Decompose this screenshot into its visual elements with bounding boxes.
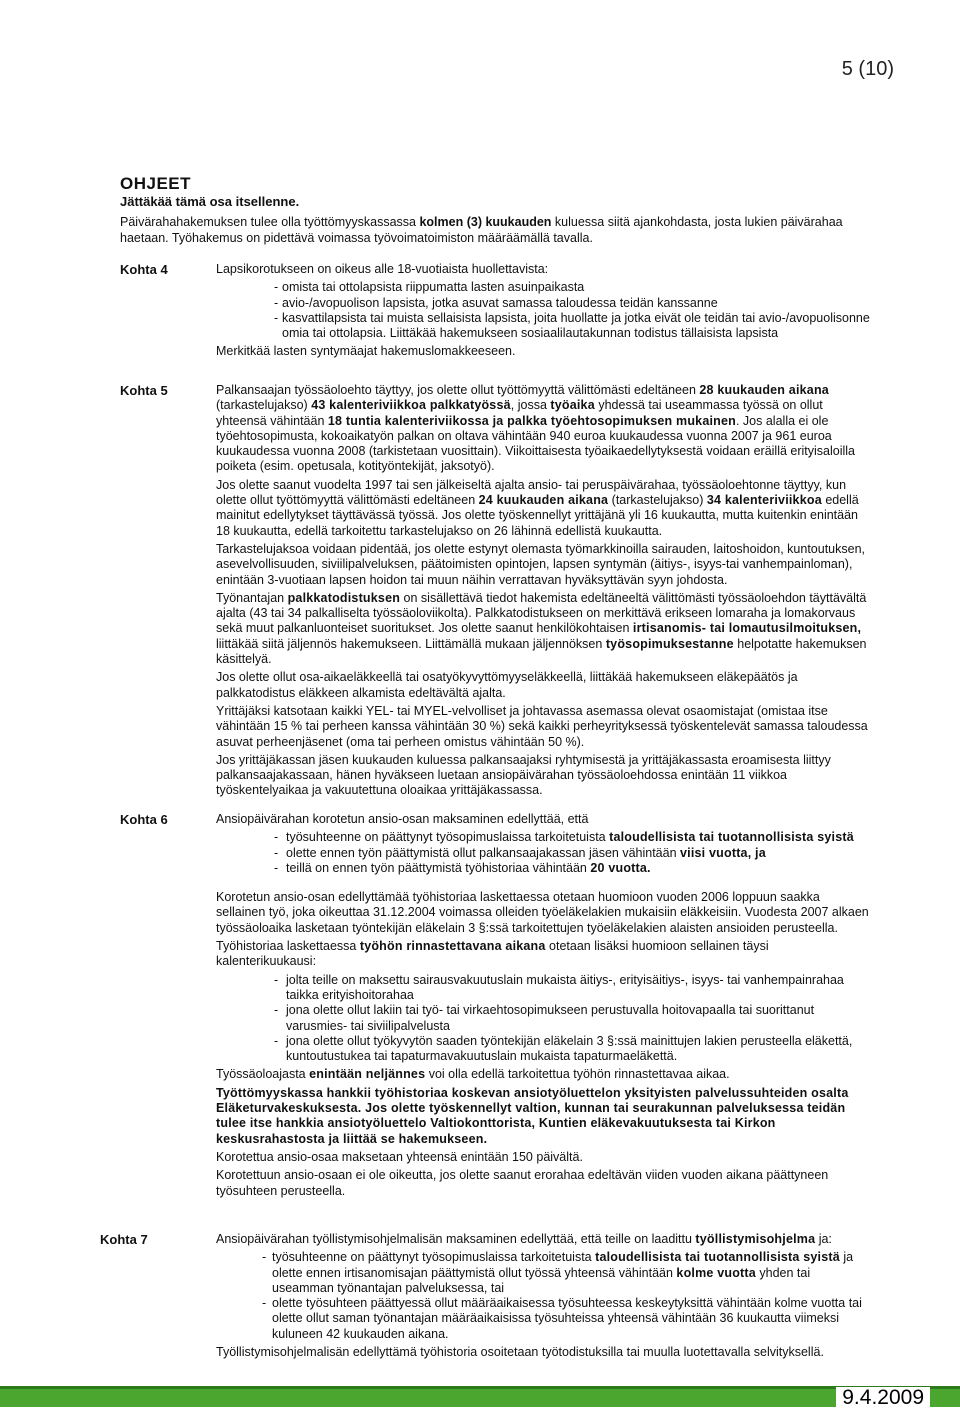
- paragraph: Lapsikorotukseen on oikeus alle 18-vuotiaista huollettavista:: [216, 262, 549, 276]
- page-title: OHJEET: [120, 174, 192, 193]
- paragraph: [216, 1232, 872, 1247]
- emphasis: 18 tuntia kalenteriviikossa ja palkka työehtosopimuksen mukainen: [327, 413, 736, 428]
- text: Työhistoriaa laskettaessa: [216, 939, 360, 954]
- section-kohta-6: [216, 812, 872, 1202]
- paragraph: [216, 383, 872, 475]
- section-label-kohta-6: Kohta 6: [120, 812, 168, 827]
- text: Työnantajan: [216, 590, 288, 605]
- bullet-list: [216, 280, 872, 341]
- paragraph: [216, 939, 872, 970]
- text: yhdessä tai useammassa työssä on ollut yhteensä vähintään: [216, 398, 823, 428]
- paragraph: Jos yrittäjäkassan jäsen kuukauden kuluessa palkansaajaksi ryhtymisestä ja yrittäjäkassasta eroamisesta liittyy palkansaajakassaan, hänen hyväkseen luetaan ansiopäivärahan työssäoloehdossa enintään 11 viikkoa työskentelyaikaa ja vakuutettuna oloaikaa yrittäjäkassassa.: [216, 752, 831, 798]
- intro-text: Päivärahahakemuksen tulee olla työttömyyskassassa: [120, 215, 420, 229]
- emphasis: kolme vuotta: [676, 1265, 756, 1280]
- paragraph: Jos olette ollut osa-aikaeläkkeellä tai osatyökyvyttömyyseläkkeellä, liittäkää hakemukseen eläkepäätös ja palkkatodistus eläkkeen alkamista edeltävältä ajalta.: [216, 670, 798, 700]
- section-label-kohta-5: Kohta 5: [120, 383, 168, 398]
- paragraph: Työllistymisohjelmalisän edellyttämä työhistoria osoitetaan työtodistuksilla tai muulla luotettavalla selvityksellä.: [216, 1345, 824, 1360]
- instructions-heading: [120, 174, 299, 209]
- emphasis: 24 kuukauden aikana: [478, 493, 609, 508]
- text: työsuhteenne on päättynyt työsopimuslaissa tarkoitetuista: [286, 830, 610, 845]
- list-item: - jolta teille on maksettu sairausvakuutuslain mukaista äitiys-, erityisäitiys-, isyys- tai vanhempainrahaa taikka erityishoitorahaa: [216, 973, 872, 1004]
- footer-bar: [0, 1386, 960, 1407]
- emphasis: työsopimuksestanne: [605, 636, 734, 651]
- text: Palkansaajan työssäoloehto täyttyy, jos olette ollut työttömyyttä välittömästi edeltäneen: [216, 383, 700, 397]
- text: (tarkastelujakso): [216, 398, 312, 413]
- text: teillä on ennen työn päättymistä työhistoriaa vähintään: [286, 860, 591, 875]
- text: , jossa: [510, 398, 551, 413]
- paragraph: [216, 1067, 872, 1082]
- list-item: [216, 846, 872, 861]
- text: ja:: [815, 1232, 832, 1246]
- emphasis: taloudellisista tai tuotannollisista syistä: [609, 830, 854, 845]
- paragraph: Yrittäjäksi katsotaan kaikki YEL- tai MYEL-velvolliset ja johtavassa asemassa olevat osaomistajat (omistaa itse vähintään 15 % tai perheen kanssa vähintään 30 %) sekä kaikki perheyrityksessä työskentelevät samassa taloudessa asuvat perheenjäsenet (oma tai perheen omistus vähintään 50 %).: [216, 703, 868, 749]
- text: liittäkää siitä jäljennös hakemukseen. Liittämällä mukaan jäljennöksen: [216, 636, 606, 651]
- list-item: - kasvattilapsista tai muista sellaisista lapsista, joita huollatte ja jotka eivät ole teidän tai avio-/avopuolisonne omia tai ottolapsia. Liittäkää hakemukseen sosiaalilautakunnan todistus tällaisista lapsista: [216, 311, 872, 342]
- text: (tarkastelujakso): [608, 493, 707, 508]
- text: ja olette ennen irtisanomisajan päättymistä ollut työssä yhteensä vähintään: [272, 1250, 854, 1280]
- emphasis: enintään neljännes: [309, 1067, 426, 1082]
- emphasis: palkkatodistuksen: [287, 590, 401, 605]
- footer-date: 9.4.2009: [836, 1387, 930, 1409]
- bullet-list: [216, 830, 872, 876]
- emphasis: 34 kalenteriviikkoa: [706, 493, 822, 508]
- text: olette ennen työn päättymistä ollut palkansaajakassan jäsen vähintään: [286, 845, 681, 860]
- emphasis: taloudellisista tai tuotannollisista syistä: [595, 1250, 840, 1265]
- text: voi olla edellä tarkoitettua työhön rinnastettavaa aikaa.: [425, 1067, 730, 1082]
- text: helpotatte hakemuksen käsittelyä.: [216, 636, 867, 667]
- paragraph: Tarkastelujaksoa voidaan pidentää, jos olette estynyt olemasta työmarkkinoilla sairauden, laitoshoidon, kuntoutuksen, asevelvollisuuden, siviilipalveluksen, päätoimisten opintojen, lapsen syntymän (äitiys-, isyys-tai vanhempainloman), enintään 3-vuotiaan lapsen hoidon tai muun näihin verrattavan hyväksyttävän syyn johdosta.: [216, 541, 865, 587]
- emphasis: irtisanomis- tai lomautusilmoituksen,: [632, 621, 862, 636]
- text: on sisällettävä tiedot hakemista edeltäneeltä välittömästi työssäoloehdon täyttävältä ajalta (43 tai 34 palkalliselta työssäoloviikolta). Palkkatodistukseen on merkittävä erikseen lomaraha ja lomakorvaus sekä muut palkanluonteiset suoritukset. Jos olette saanut henkilökohtaisen: [216, 590, 867, 636]
- paragraph: Korotettuun ansio-osaan ei ole oikeutta, jos olette saanut erorahaa edeltävän viiden vuoden aikana päättyneen työsuhteen perusteella.: [216, 1168, 829, 1198]
- text: Ansiopäivärahan työllistymisohjelmalisän maksaminen edellyttää, että teille on laadittu: [216, 1232, 696, 1246]
- paragraph: [216, 478, 872, 539]
- list-item: - omista tai ottolapsista riippumatta lasten asuinpaikasta: [216, 280, 872, 295]
- text: Työssäoloajasta: [216, 1067, 310, 1082]
- section-kohta-4: [216, 262, 872, 363]
- page-number: 5 (10): [841, 58, 894, 80]
- text: Jos olette saanut vuodelta 1997 tai sen jälkeiseltä ajalta ansio- tai peruspäivärahaa, työssäoloehtonne täyttyy, kun olette ollut työttömyyttä välittömästi edeltäneen: [216, 477, 847, 508]
- intro-paragraph: [120, 214, 860, 246]
- paragraph: Ansiopäivärahan korotetun ansio-osan maksaminen edellyttää, että: [216, 812, 589, 826]
- emphasis: työaika: [550, 398, 595, 413]
- list-item: [206, 1250, 872, 1296]
- section-label-kohta-7: Kohta 7: [100, 1232, 148, 1247]
- emphasis: 20 vuotta.: [590, 860, 651, 875]
- paragraph: [216, 591, 872, 667]
- emphasis: 28 kuukauden aikana: [699, 383, 829, 397]
- paragraph: Korotetun ansio-osan edellyttämää työhistoriaa laskettaessa otetaan huomioon vuoden 2006 loppuun saakka sellainen työ, joka oikeuttaa 31.12.2004 voimassa olleiden työeläkelakien mukaisiin eläkkeisiin. Vuodesta 2007 alkaen työssäoloaika lasketaan työntekijän eläkelain 3 §:ssä tarkoitettujen työeläkelakien alaisten ansioiden perusteella.: [216, 890, 869, 935]
- list-item: - avio-/avopuolison lapsista, jotka asuvat samassa taloudessa teidän kanssanne: [216, 296, 872, 311]
- bold-paragraph: Työttömyyskassa hankkii työhistoriaa koskevan ansiotyöluettelon yksityisten palvelussuhteiden osalta Eläketurvakeskuksesta. Jos olette työskennellyt valtion, kunnan tai seurakunnan palveluksessa teidän tulee itse hankkia ansiotyöluettelo Valtiokonttorista, Kuntien eläkevakuutuksesta tai Kirkon keskusrahastosta ja liittää se hakemukseen.: [216, 1085, 849, 1146]
- intro-text: kuluessa siitä ajankohdasta, josta lukien päivärahaa haetaan. Työhakemus on pidettävä voimassa työvoimatoimiston määräämällä tavalla.: [120, 215, 843, 245]
- bullet-list: [216, 973, 872, 1065]
- list-item: [216, 861, 872, 876]
- section-kohta-5: [216, 383, 872, 802]
- section-label-kohta-4: Kohta 4: [120, 262, 168, 277]
- page-subtitle: Jättäkää tämä osa itsellenne.: [120, 194, 300, 209]
- paragraph: Merkitkää lasten syntymäajat hakemuslomakkeeseen.: [216, 344, 516, 359]
- text: . Jos alalla ei ole työehtosopimusta, kokoaikatyön palkan on oltava vähintään 940 euroa kuukaudessa vuonna 2007 ja 961 euroa kuukaudessa vuonna 2008 (tarkistetaan vuosittain). Viikoittaisesta työaikaedellytyksestä voidaan eräillä erityisaloilla poiketa (esim. opetusala, kotityöntekijät, jaksotyö).: [216, 413, 856, 474]
- list-item: - jona olette ollut lakiin tai työ- tai virkaehtosopimukseen perustuvalla hoitovapaalla tai suorittanut varusmies- tai siviilipalvelusta: [216, 1003, 872, 1034]
- intro-emphasis: kolmen (3) kuukauden: [419, 215, 552, 229]
- emphasis: 43 kalenteriviikkoa palkkatyössä: [311, 398, 511, 413]
- section-kohta-7: [216, 1232, 872, 1363]
- emphasis: työllistymisohjelma: [695, 1232, 816, 1246]
- list-item: [216, 830, 872, 845]
- emphasis: viisi vuotta, ja: [680, 845, 766, 860]
- bullet-list: [206, 1250, 872, 1342]
- text: yhden tai useamman työnantajan palveluksessa, tai: [272, 1265, 811, 1295]
- emphasis: työhön rinnastettavana aikana: [359, 939, 546, 954]
- list-item: - olette työsuhteen päättyessä ollut määräaikaisessa työsuhteessa keskeytyksittä vähintään kolme vuotta tai olette ollut saman työnantajan määräaikaisissa työsuhteissa yhteensä vähintään 36 kuukautta viimeksi kuluneen 42 kuukauden aikana.: [206, 1296, 872, 1342]
- list-item: - jona olette ollut työkyvytön saaden työntekijän eläkelain 3 §:ssä mainittujen lakien perusteella eläkettä, kuntoutustukea tai tapaturmavakuutuslain mukaista tapaturmaeläkettä.: [216, 1034, 872, 1065]
- text: otetaan lisäksi huomioon sellainen täysi kalenterikuukausi:: [216, 939, 769, 969]
- text: edellä mainitut edellytykset täyttävässä työssä. Jos olette työskennellyt yrittäjänä yli 16 kuukautta, mutta kuitenkin enintään 18 kuukautta, edellä tarkoitettu tarkastelujakso on 26 lähinnä edellistä kuukautta.: [216, 493, 859, 538]
- paragraph: Korotettua ansio-osaa maksetaan yhteensä enintään 150 päivältä.: [216, 1149, 583, 1164]
- text: työsuhteenne on päättynyt työsopimuslaissa tarkoitetuista: [272, 1250, 596, 1265]
